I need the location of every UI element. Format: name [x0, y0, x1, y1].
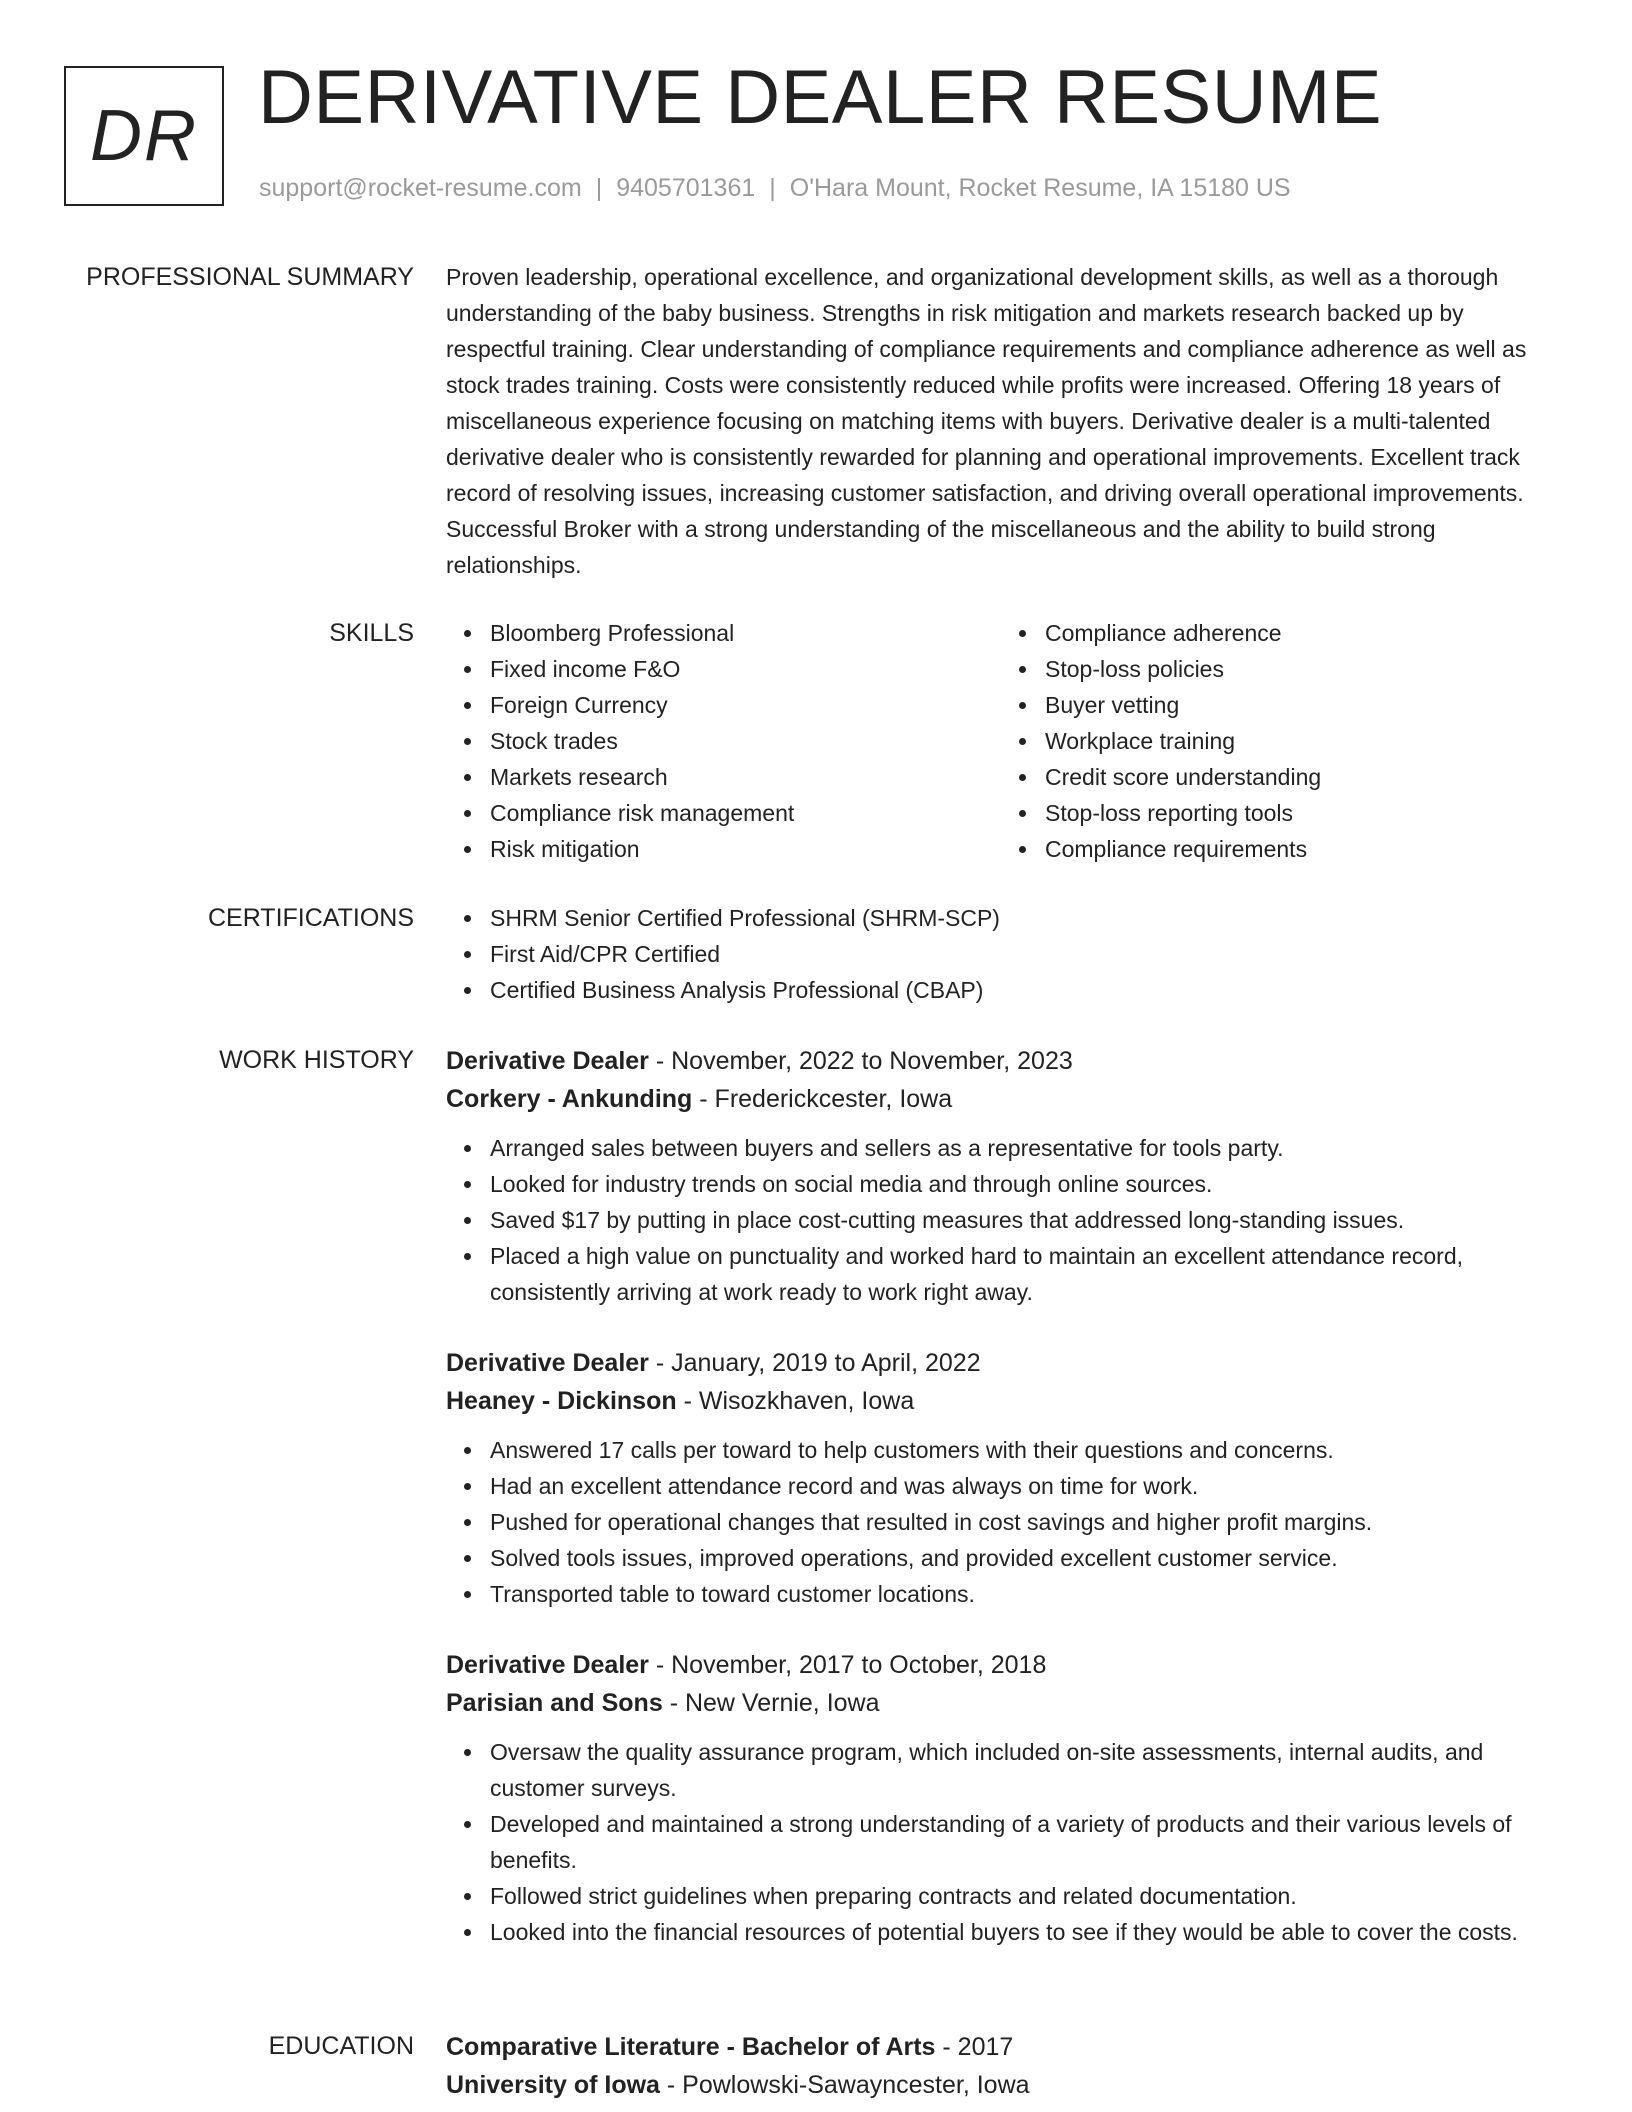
- contact-line: [259, 174, 1291, 203]
- skill-item: Buyer vetting: [1045, 687, 1556, 723]
- job-bullet: Solved tools issues, improved operations, and provided excellent customer service.: [490, 1540, 1556, 1576]
- certification-item: SHRM Senior Certified Professional (SHRM-SCP): [490, 900, 1556, 936]
- skills-list-left: [446, 615, 1001, 867]
- job-dates: - November, 2022 to November, 2023: [648, 1047, 1073, 1075]
- job-bullet: Saved $17 by putting in place cost-cutting measures that addressed long-standing issues.: [490, 1202, 1556, 1238]
- skill-item: Credit score understanding: [1045, 759, 1556, 795]
- education-location: - Powlowski-Sawayncester, Iowa: [659, 2071, 1030, 2099]
- education-body: [446, 2028, 1556, 2104]
- job-role: Derivative Dealer: [446, 1047, 649, 1075]
- skill-item: Stop-loss reporting tools: [1045, 795, 1556, 831]
- job-role: Derivative Dealer: [446, 1651, 649, 1679]
- job-company: Heaney - Dickinson: [446, 1387, 677, 1415]
- job-location: - Wisozkhaven, Iowa: [676, 1387, 915, 1415]
- summary-text: Proven leadership, operational excellence, and organizational development skills, as well as a thorough understanding of the baby business. Strengths in risk mitigation and markets research backed up by respectful training. Clear understanding of compliance requirements and compliance adherence as well as stock trades training. Costs were consistently reduced while profits were increased. Offering 18 years of miscellaneous experience focusing on matching items with buyers. Derivative dealer is a multi-talented derivative dealer who is consistently rewarded for planning and operational improvements. Excellent track record of resolving issues, increasing customer satisfaction, and driving overall operational improvements. Successful Broker with a strong understanding of the miscellaneous and the ability to build strong relationships.: [446, 264, 1527, 578]
- education-school-line: [446, 2066, 1556, 2104]
- skills-heading: SKILLS: [329, 619, 414, 647]
- job-company-line: [446, 1684, 1556, 1722]
- skill-item: Markets research: [490, 759, 1001, 795]
- job-bullet: Looked for industry trends on social media and through online sources.: [490, 1166, 1556, 1202]
- education-degree: Comparative Literature - Bachelor of Arts: [446, 2033, 936, 2061]
- education-heading: EDUCATION: [268, 2032, 414, 2060]
- job-title-line: [446, 1042, 1556, 1080]
- job-company-line: [446, 1080, 1556, 1118]
- skill-item: Stop-loss policies: [1045, 651, 1556, 687]
- job-bullet: Developed and maintained a strong understanding of a variety of products and their various levels of benefits.: [490, 1806, 1556, 1878]
- job-location: - Frederickcester, Iowa: [692, 1085, 953, 1113]
- contact-separator: |: [595, 174, 603, 202]
- skills-body: [446, 615, 1556, 867]
- skill-item: Workplace training: [1045, 723, 1556, 759]
- job-bullet: Placed a high value on punctuality and worked hard to maintain an excellent attendance record, consistently arriving at work ready to work right away.: [490, 1238, 1556, 1310]
- job-bullet: Had an excellent attendance record and was always on time for work.: [490, 1468, 1556, 1504]
- skill-item: Compliance risk management: [490, 795, 1001, 831]
- skill-item: Foreign Currency: [490, 687, 1001, 723]
- job-bullet: Transported table to toward customer locations.: [490, 1576, 1556, 1612]
- skill-item: Compliance adherence: [1045, 615, 1556, 651]
- summary-body: [446, 259, 1556, 583]
- job-company: Parisian and Sons: [446, 1689, 663, 1717]
- skill-item: Risk mitigation: [490, 831, 1001, 867]
- certifications-heading: CERTIFICATIONS: [207, 904, 414, 932]
- job-bullets: [446, 1432, 1556, 1612]
- job-bullet: Followed strict guidelines when preparing contracts and related documentation.: [490, 1878, 1556, 1914]
- job-company-line: [446, 1382, 1556, 1420]
- contact-phone[interactable]: 9405701361: [616, 174, 756, 202]
- skill-item: Compliance requirements: [1045, 831, 1556, 867]
- job-bullet: Answered 17 calls per toward to help customers with their questions and concerns.: [490, 1432, 1556, 1468]
- skill-item: Stock trades: [490, 723, 1001, 759]
- skills-list-right: [1001, 615, 1556, 867]
- job-bullet: Arranged sales between buyers and sellers as a representative for tools party.: [490, 1130, 1556, 1166]
- job-bullets: [446, 1130, 1556, 1310]
- contact-address: O'Hara Mount, Rocket Resume, IA 15180 US: [789, 174, 1291, 202]
- education-degree-line: [446, 2028, 1556, 2066]
- contact-separator: |: [769, 174, 776, 202]
- summary-heading: PROFESSIONAL SUMMARY: [86, 263, 414, 291]
- job-entry: [446, 1042, 1556, 1310]
- work-history-heading: WORK HISTORY: [219, 1046, 414, 1074]
- certification-item: Certified Business Analysis Professional (CBAP): [490, 972, 1556, 1008]
- resume-title: DERIVATIVE DEALER RESUME: [258, 55, 1383, 140]
- job-bullets: [446, 1734, 1556, 1950]
- certification-item: First Aid/CPR Certified: [490, 936, 1556, 972]
- job-bullet: Looked into the financial resources of potential buyers to see if they would be able to cover the costs.: [490, 1914, 1556, 1950]
- work-history-body: [446, 1042, 1556, 1984]
- contact-email[interactable]: support@rocket-resume.com: [259, 174, 582, 202]
- job-company: Corkery - Ankunding: [446, 1085, 693, 1113]
- skill-item: Bloomberg Professional: [490, 615, 1001, 651]
- job-location: - New Vernie, Iowa: [662, 1689, 880, 1717]
- certifications-body: [446, 900, 1556, 1008]
- job-title-line: [446, 1646, 1556, 1684]
- job-role: Derivative Dealer: [446, 1349, 649, 1377]
- monogram-initials: DR: [90, 96, 198, 176]
- job-entry: [446, 1344, 1556, 1612]
- job-dates: - January, 2019 to April, 2022: [648, 1349, 981, 1377]
- education-school: University of Iowa: [446, 2071, 660, 2099]
- skill-item: Fixed income F&O: [490, 651, 1001, 687]
- job-bullet: Oversaw the quality assurance program, which included on-site assessments, internal audits, and customer surveys.: [490, 1734, 1556, 1806]
- education-year: - 2017: [935, 2033, 1014, 2061]
- job-entry: [446, 1646, 1556, 1950]
- certifications-list: [446, 900, 1556, 1008]
- job-title-line: [446, 1344, 1556, 1382]
- monogram-box: [64, 66, 224, 206]
- job-bullet: Pushed for operational changes that resulted in cost savings and higher profit margins.: [490, 1504, 1556, 1540]
- job-dates: - November, 2017 to October, 2018: [648, 1651, 1047, 1679]
